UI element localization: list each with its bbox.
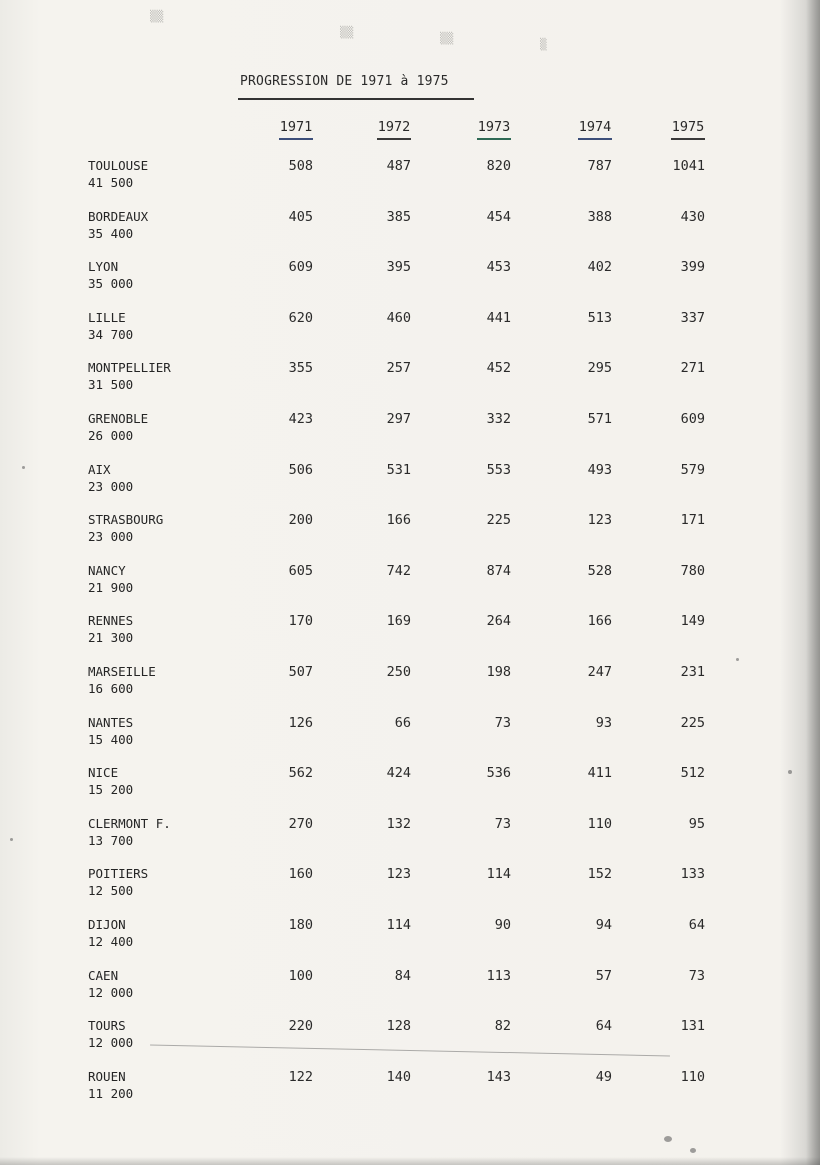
value-cell-1975: 149	[680, 613, 705, 629]
table-row	[0, 410, 820, 450]
page-bottom-shadow	[0, 1157, 820, 1165]
value-cell-1974: 57	[595, 968, 612, 984]
value-cell-1971: 180	[288, 917, 313, 933]
value-cell-1972: 424	[386, 765, 411, 781]
value-cell-1972: 166	[386, 512, 411, 528]
value-cell-1973: 553	[486, 462, 511, 478]
city-cell	[88, 1017, 133, 1051]
city-name: MARSEILLE	[88, 664, 156, 679]
value-cell-1975: 225	[680, 715, 705, 731]
value-cell-1973: 90	[494, 917, 511, 933]
value-cell-1975: 64	[688, 917, 705, 933]
value-cell-1973: 198	[486, 664, 511, 680]
city-population: 12 000	[88, 985, 134, 1000]
value-cell-1975: 271	[680, 360, 705, 376]
value-cell-1975: 780	[680, 563, 705, 579]
value-cell-1974: 528	[587, 563, 612, 579]
city-cell	[88, 714, 133, 748]
city-population: 21 300	[88, 630, 134, 645]
year-header-1973: 1973	[477, 119, 511, 135]
value-cell-1974: 295	[587, 360, 612, 376]
bleed-through-mark: ▒	[540, 38, 547, 51]
city-name: CLERMONT F.	[88, 816, 171, 831]
table-row	[0, 309, 820, 349]
table-row	[0, 663, 820, 703]
value-cell-1974: 64	[595, 1018, 612, 1034]
value-cell-1975: 337	[680, 310, 705, 326]
city-name: LILLE	[88, 310, 126, 325]
value-cell-1973: 82	[494, 1018, 511, 1034]
city-name: TOURS	[88, 1018, 126, 1033]
value-cell-1975: 399	[680, 259, 705, 275]
value-cell-1971: 508	[288, 158, 313, 174]
value-cell-1973: 143	[486, 1069, 511, 1085]
value-cell-1975: 131	[680, 1018, 705, 1034]
city-population: 21 900	[88, 580, 134, 595]
city-population: 15 200	[88, 782, 134, 797]
city-population: 41 500	[88, 175, 134, 190]
city-name: GRENOBLE	[88, 411, 149, 426]
city-population: 34 700	[88, 327, 134, 342]
title-underline	[238, 98, 474, 100]
value-cell-1971: 355	[288, 360, 313, 376]
bleed-through-mark: ▒▒	[340, 26, 354, 39]
speck	[10, 838, 13, 841]
city-population: 35 400	[88, 226, 134, 241]
city-population: 35 000	[88, 276, 134, 291]
year-underline	[671, 138, 705, 140]
city-cell	[88, 410, 148, 444]
value-cell-1972: 140	[386, 1069, 411, 1085]
value-cell-1973: 441	[486, 310, 511, 326]
value-cell-1975: 133	[680, 866, 705, 882]
city-population: 13 700	[88, 833, 134, 848]
year-header-1971: 1971	[279, 119, 313, 135]
bleed-through-mark: ▒▒	[150, 10, 164, 23]
city-population: 26 000	[88, 428, 134, 443]
value-cell-1971: 100	[288, 968, 313, 984]
value-cell-1971: 200	[288, 512, 313, 528]
year-header-1972: 1972	[377, 119, 411, 135]
city-cell	[88, 916, 133, 950]
speck	[736, 658, 739, 661]
city-name: RENNES	[88, 613, 134, 628]
value-cell-1972: 460	[386, 310, 411, 326]
value-cell-1973: 452	[486, 360, 511, 376]
value-cell-1971: 506	[288, 462, 313, 478]
city-population: 16 600	[88, 681, 134, 696]
city-cell	[88, 157, 148, 191]
city-population: 23 000	[88, 529, 134, 544]
value-cell-1974: 166	[587, 613, 612, 629]
bleed-through-mark: ▒▒	[440, 32, 454, 45]
value-cell-1973: 453	[486, 259, 511, 275]
value-cell-1974: 49	[595, 1069, 612, 1085]
value-cell-1971: 220	[288, 1018, 313, 1034]
value-cell-1972: 742	[386, 563, 411, 579]
city-name: CAEN	[88, 968, 119, 983]
value-cell-1974: 93	[595, 715, 612, 731]
city-population: 12 500	[88, 883, 134, 898]
value-cell-1975: 231	[680, 664, 705, 680]
value-cell-1972: 132	[386, 816, 411, 832]
value-cell-1973: 332	[486, 411, 511, 427]
value-cell-1972: 84	[394, 968, 411, 984]
value-cell-1975: 430	[680, 209, 705, 225]
city-cell	[88, 764, 133, 798]
city-name: NANTES	[88, 715, 134, 730]
city-population: 31 500	[88, 377, 134, 392]
value-cell-1973: 820	[486, 158, 511, 174]
value-cell-1975: 171	[680, 512, 705, 528]
year-underline	[578, 138, 612, 140]
value-cell-1974: 402	[587, 259, 612, 275]
value-cell-1971: 270	[288, 816, 313, 832]
city-population: 12 400	[88, 934, 134, 949]
value-cell-1975: 609	[680, 411, 705, 427]
city-population: 23 000	[88, 479, 134, 494]
city-population: 11 200	[88, 1086, 134, 1101]
value-cell-1972: 66	[394, 715, 411, 731]
speck	[664, 1136, 672, 1142]
table-row	[0, 916, 820, 956]
value-cell-1972: 487	[386, 158, 411, 174]
table-row	[0, 714, 820, 754]
value-cell-1973: 454	[486, 209, 511, 225]
table-row	[0, 612, 820, 652]
city-cell	[88, 208, 148, 242]
value-cell-1974: 247	[587, 664, 612, 680]
value-cell-1973: 113	[486, 968, 511, 984]
city-cell	[88, 1068, 133, 1102]
city-name: POITIERS	[88, 866, 149, 881]
city-cell	[88, 562, 133, 596]
value-cell-1972: 395	[386, 259, 411, 275]
city-cell	[88, 815, 171, 849]
table-row	[0, 208, 820, 248]
city-name: BORDEAUX	[88, 209, 149, 224]
city-name: LYON	[88, 259, 119, 274]
city-cell	[88, 967, 133, 1001]
value-cell-1973: 73	[494, 816, 511, 832]
year-header-1974: 1974	[578, 119, 612, 135]
table-row	[0, 511, 820, 551]
value-cell-1974: 388	[587, 209, 612, 225]
value-cell-1973: 225	[486, 512, 511, 528]
value-cell-1972: 297	[386, 411, 411, 427]
value-cell-1974: 787	[587, 158, 612, 174]
table-row	[0, 359, 820, 399]
value-cell-1971: 609	[288, 259, 313, 275]
speck	[690, 1148, 696, 1153]
value-cell-1972: 531	[386, 462, 411, 478]
value-cell-1974: 110	[587, 816, 612, 832]
speck	[22, 466, 25, 469]
table-row	[0, 764, 820, 804]
year-header-1975: 1975	[671, 119, 705, 135]
year-underline	[279, 138, 313, 140]
value-cell-1971: 562	[288, 765, 313, 781]
value-cell-1971: 126	[288, 715, 313, 731]
table-row	[0, 865, 820, 905]
value-cell-1974: 411	[587, 765, 612, 781]
city-name: NICE	[88, 765, 119, 780]
value-cell-1973: 264	[486, 613, 511, 629]
value-cell-1971: 423	[288, 411, 313, 427]
value-cell-1971: 605	[288, 563, 313, 579]
document-title: PROGRESSION DE 1971 à 1975	[240, 74, 449, 89]
value-cell-1975: 512	[680, 765, 705, 781]
value-cell-1973: 874	[486, 563, 511, 579]
value-cell-1974: 94	[595, 917, 612, 933]
value-cell-1972: 250	[386, 664, 411, 680]
city-population: 15 400	[88, 732, 134, 747]
city-name: AIX	[88, 462, 111, 477]
value-cell-1974: 571	[587, 411, 612, 427]
value-cell-1974: 513	[587, 310, 612, 326]
city-name: STRASBOURG	[88, 512, 164, 527]
speck	[788, 770, 792, 774]
value-cell-1971: 160	[288, 866, 313, 882]
value-cell-1974: 493	[587, 462, 612, 478]
table-row	[0, 157, 820, 197]
value-cell-1972: 128	[386, 1018, 411, 1034]
value-cell-1971: 170	[288, 613, 313, 629]
value-cell-1975: 1041	[672, 158, 705, 174]
value-cell-1975: 95	[688, 816, 705, 832]
year-underline	[477, 138, 511, 140]
city-cell	[88, 309, 133, 343]
value-cell-1972: 123	[386, 866, 411, 882]
city-name: TOULOUSE	[88, 158, 149, 173]
value-cell-1971: 405	[288, 209, 313, 225]
table-row	[0, 1068, 820, 1108]
value-cell-1972: 257	[386, 360, 411, 376]
value-cell-1973: 114	[486, 866, 511, 882]
city-name: DIJON	[88, 917, 126, 932]
value-cell-1975: 110	[680, 1069, 705, 1085]
value-cell-1972: 114	[386, 917, 411, 933]
city-name: ROUEN	[88, 1069, 126, 1084]
city-cell	[88, 461, 133, 495]
table-row	[0, 461, 820, 501]
value-cell-1973: 73	[494, 715, 511, 731]
table-row	[0, 258, 820, 298]
value-cell-1975: 579	[680, 462, 705, 478]
value-cell-1974: 152	[587, 866, 612, 882]
city-cell	[88, 865, 148, 899]
value-cell-1972: 169	[386, 613, 411, 629]
city-cell	[88, 612, 133, 646]
city-name: MONTPELLIER	[88, 360, 171, 375]
table-row	[0, 815, 820, 855]
city-population: 12 000	[88, 1035, 134, 1050]
table-row	[0, 562, 820, 602]
city-cell	[88, 359, 171, 393]
value-cell-1971: 507	[288, 664, 313, 680]
value-cell-1971: 122	[288, 1069, 313, 1085]
city-cell	[88, 258, 133, 292]
city-cell	[88, 511, 163, 545]
city-name: NANCY	[88, 563, 126, 578]
table-row	[0, 967, 820, 1007]
value-cell-1972: 385	[386, 209, 411, 225]
value-cell-1973: 536	[486, 765, 511, 781]
value-cell-1974: 123	[587, 512, 612, 528]
year-underline	[377, 138, 411, 140]
city-cell	[88, 663, 156, 697]
value-cell-1975: 73	[688, 968, 705, 984]
value-cell-1971: 620	[288, 310, 313, 326]
